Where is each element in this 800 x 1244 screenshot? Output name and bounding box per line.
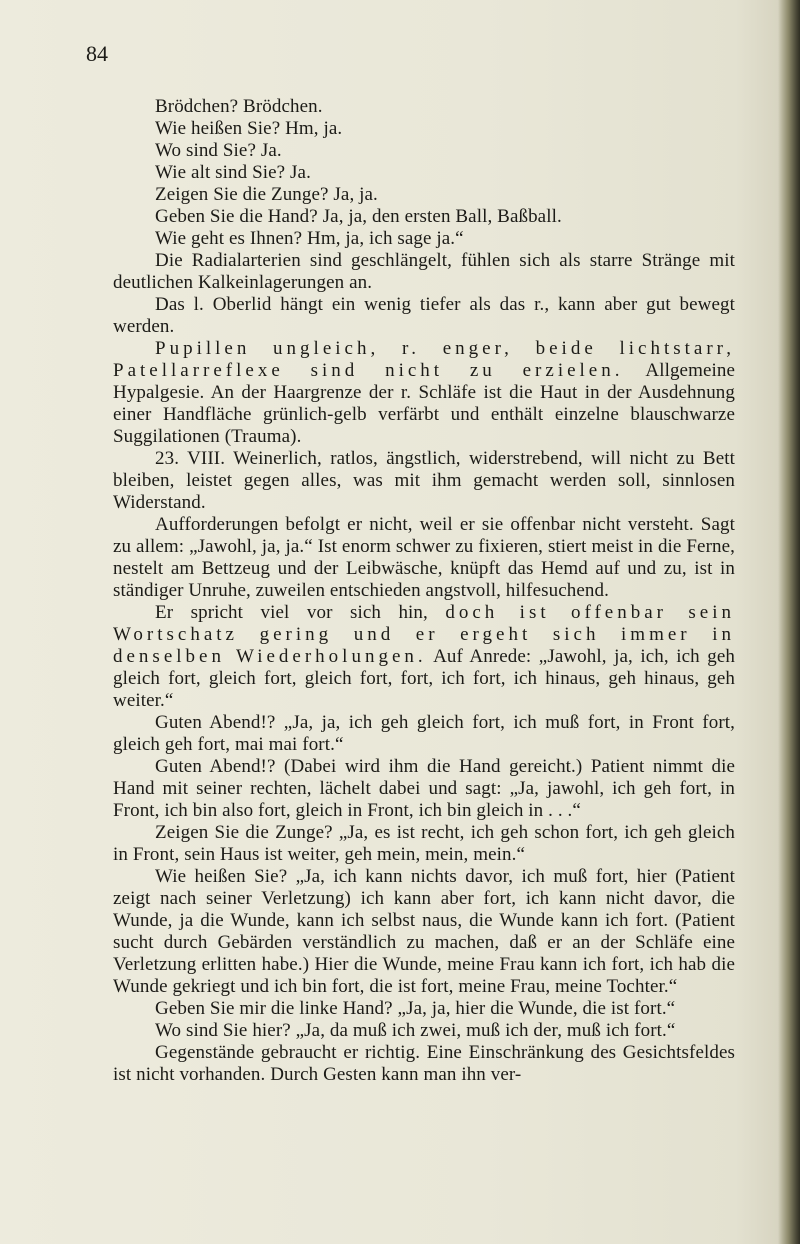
paragraph: Wie heißen Sie? Hm, ja. [155,118,343,139]
paragraph: Wie heißen Sie? „Ja, ich kann nichts davor, ich muß fort, hier (Patient zeigt nach seiner Verletzung) ich kann aber fort, ich kann nicht davor, die Wunde, ja die Wunde, kann ich selbst naus, die Wunde kann ich fort. (Patient sucht durch Gebärden verständlich zu machen, daß er an der Schläfe eine Verletzung erlitten habe.) Hier die Wunde, meine Frau kann ich fort, ich hab die Wunde gekriegt und ich bin fort, die ist fort, meine Frau, meine Tochter.“ [113,866,735,997]
paragraph: Geben Sie die Hand? Ja, ja, den ersten Ball, Baßball. [155,206,562,227]
paragraph: Geben Sie mir die linke Hand? „Ja, ja, hier die Wunde, die ist fort.“ [155,998,676,1019]
page-number: 84 [86,41,108,66]
body-text [113,96,735,1086]
paragraph: Gegenstände gebraucht er richtig. Eine Einschränkung des Gesichtsfeldes ist nicht vorhanden. Durch Gesten kann man ihn ver- [113,1042,735,1085]
paragraph: Brödchen? Brödchen. [155,96,323,117]
paragraph: Wo sind Sie? Ja. [155,140,282,161]
paragraph: Aufforderungen befolgt er nicht, weil er sie offenbar nicht versteht. Sagt zu allem: „Jawohl, ja, ja.“ Ist enorm schwer zu fixieren, stiert meist in die Ferne, nestelt am Bettzeug und der Leibwäsche, knüpft das Hemd auf und zu, ist in ständiger Unruhe, zuweilen entschieden angstvoll, hilfesuchend. [113,514,735,601]
paragraph: Wo sind Sie hier? „Ja, da muß ich zwei, muß ich der, muß ich fort.“ [155,1020,676,1041]
paragraph: Wie geht es Ihnen? Hm, ja, ich sage ja.“ [155,228,464,249]
page-binding-edge [778,0,800,1244]
paragraph: Wie alt sind Sie? Ja. [155,162,311,183]
paragraph: Pupillen ungleich, r. enger, beide lichtstarr, Patellarreflexe sind nicht zu erzielen. Allgemeine Hypalgesie. An der Haargrenze der r. Schläfe ist die Haut in der Ausdehnung einer Handfläche grünlich-gelb verfärbt und enthält einzelne blauschwarze Suggilationen (Trauma). [113,338,736,447]
paragraph: Zeigen Sie die Zunge? Ja, ja. [155,184,378,205]
paragraph: 23. VIII. Weinerlich, ratlos, ängstlich, widerstrebend, will nicht zu Bett bleiben, leistet gegen alles, was mit ihm gemacht werden soll, sinnlosen Widerstand. [113,448,735,513]
spaced-emphasis: doch ist offenbar sein Wortschatz gering und er ergeht sich immer in denselben Wiederholungen. [113,602,735,667]
paragraph: Guten Abend!? „Ja, ja, ich geh gleich fort, ich muß fort, in Front fort, gleich geh fort, mai mai fort.“ [113,712,735,755]
paragraph: Die Radialarterien sind geschlängelt, fühlen sich als starre Stränge mit deutlichen Kalkeinlagerungen an. [113,250,735,293]
spaced-emphasis: Pupillen ungleich, r. enger, beide lichtstarr, Patellarreflexe sind nicht zu erzielen. [113,338,735,381]
paragraph: Das l. Oberlid hängt ein wenig tiefer als das r., kann aber gut bewegt werden. [113,294,735,337]
paragraph: Er spricht viel vor sich hin, doch ist offenbar sein Wortschatz gering und er ergeht sich immer in denselben Wiederholungen. Auf Anrede: „Jawohl, ja, ich, ich geh gleich fort, gleich fort, gleich fort, fort, ich fort, ich hinaus, geh hinaus, geh weiter.“ [113,602,735,711]
paragraph: Zeigen Sie die Zunge? „Ja, es ist recht, ich geh schon fort, ich geh gleich in Front, sein Haus ist weiter, geh mein, mein, mein.“ [113,822,735,865]
paragraph: Guten Abend!? (Dabei wird ihm die Hand gereicht.) Patient nimmt die Hand mit seiner rechten, lächelt dabei und sagt: „Ja, jawohl, ich geh fort, in Front, ich bin also fort, gleich in Front, ich bin gleich in . . .“ [113,756,735,821]
